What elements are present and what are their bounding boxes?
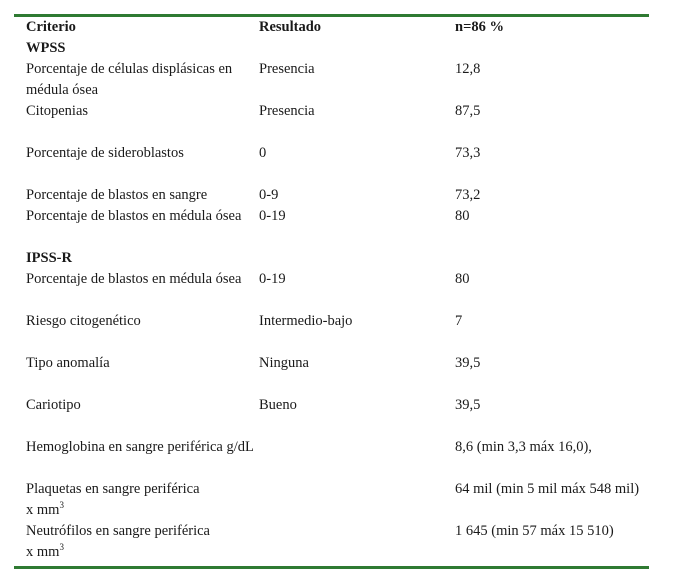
cell-criterio: Porcentaje de blastos en médula ósea — [26, 271, 242, 287]
table-row — [26, 185, 650, 206]
cell-valor: 39,5 — [455, 355, 481, 371]
cell-valor: 64 mil (min 5 mil máx 548 mil) — [455, 481, 640, 497]
cell-criterio: Porcentaje de sideroblastos — [26, 145, 184, 161]
table-header-row — [26, 17, 650, 38]
cell-resultado: 0 — [259, 145, 267, 161]
cell-valor: 80 — [455, 271, 470, 287]
table-row — [26, 269, 650, 311]
cell-valor: 12,8 — [455, 61, 481, 77]
cell-criterio-text: Neutrófilos en sangre periférica — [26, 523, 210, 539]
unit-exponent: 3 — [59, 542, 64, 552]
unit: x mm — [26, 544, 60, 560]
table-row — [26, 206, 650, 248]
cell-valor: 73,2 — [455, 187, 481, 203]
cell-resultado: 0-9 — [259, 187, 279, 203]
table-row — [26, 59, 650, 101]
cell-criterio: Porcentaje de células displásicas en médula ósea — [26, 61, 233, 98]
cell-valor: 39,5 — [455, 397, 481, 413]
section-title-ipss-r: IPSS-R — [26, 250, 72, 266]
table-row — [26, 395, 650, 437]
cell-resultado: 0-19 — [259, 271, 286, 287]
cell-criterio: Riesgo citogenético — [26, 313, 141, 329]
section-row — [26, 38, 650, 59]
cell-resultado: Ninguna — [259, 355, 309, 371]
cell-valor: 73,3 — [455, 145, 481, 161]
header-criterio: Criterio — [26, 19, 76, 35]
header-resultado: Resultado — [259, 19, 322, 35]
unit-exponent: 3 — [59, 500, 64, 510]
cell-valor: 8,6 (min 3,3 máx 16,0), — [455, 439, 592, 455]
section-title-wpss: WPSS — [26, 40, 66, 56]
cell-valor: 1 645 (min 57 máx 15 510) — [455, 523, 614, 539]
table-bottom-rule — [14, 566, 649, 569]
cell-resultado: Intermedio-bajo — [259, 313, 353, 329]
table-row — [26, 437, 650, 479]
cell-criterio: Porcentaje de blastos en sangre — [26, 187, 208, 203]
cell-criterio-text: Plaquetas en sangre periférica — [26, 481, 200, 497]
cell-criterio: Porcentaje de blastos en médula ósea — [26, 208, 242, 224]
cell-valor: 7 — [455, 313, 463, 329]
criteria-table — [26, 17, 650, 563]
cell-resultado — [259, 437, 455, 479]
cell-criterio: Tipo anomalía — [26, 355, 110, 371]
table-row — [26, 479, 650, 521]
cell-criterio — [26, 521, 259, 563]
unit: x mm — [26, 502, 60, 518]
header-n: n=86 % — [455, 19, 504, 35]
table-row — [26, 353, 650, 395]
cell-resultado — [259, 479, 455, 521]
table-row — [26, 143, 650, 185]
cell-resultado: Bueno — [259, 397, 297, 413]
cell-valor: 80 — [455, 208, 470, 224]
cell-resultado: 0-19 — [259, 208, 286, 224]
table-row — [26, 101, 650, 143]
section-row — [26, 248, 650, 269]
cell-criterio: Cariotipo — [26, 397, 81, 413]
cell-criterio: Citopenias — [26, 103, 89, 119]
cell-resultado: Presencia — [259, 103, 315, 119]
cell-resultado — [259, 521, 455, 563]
cell-criterio — [26, 479, 259, 521]
cell-resultado: Presencia — [259, 61, 315, 77]
table-row — [26, 521, 650, 563]
cell-criterio: Hemoglobina en sangre periférica g/dL — [26, 439, 254, 455]
table-row — [26, 311, 650, 353]
cell-valor: 87,5 — [455, 103, 481, 119]
